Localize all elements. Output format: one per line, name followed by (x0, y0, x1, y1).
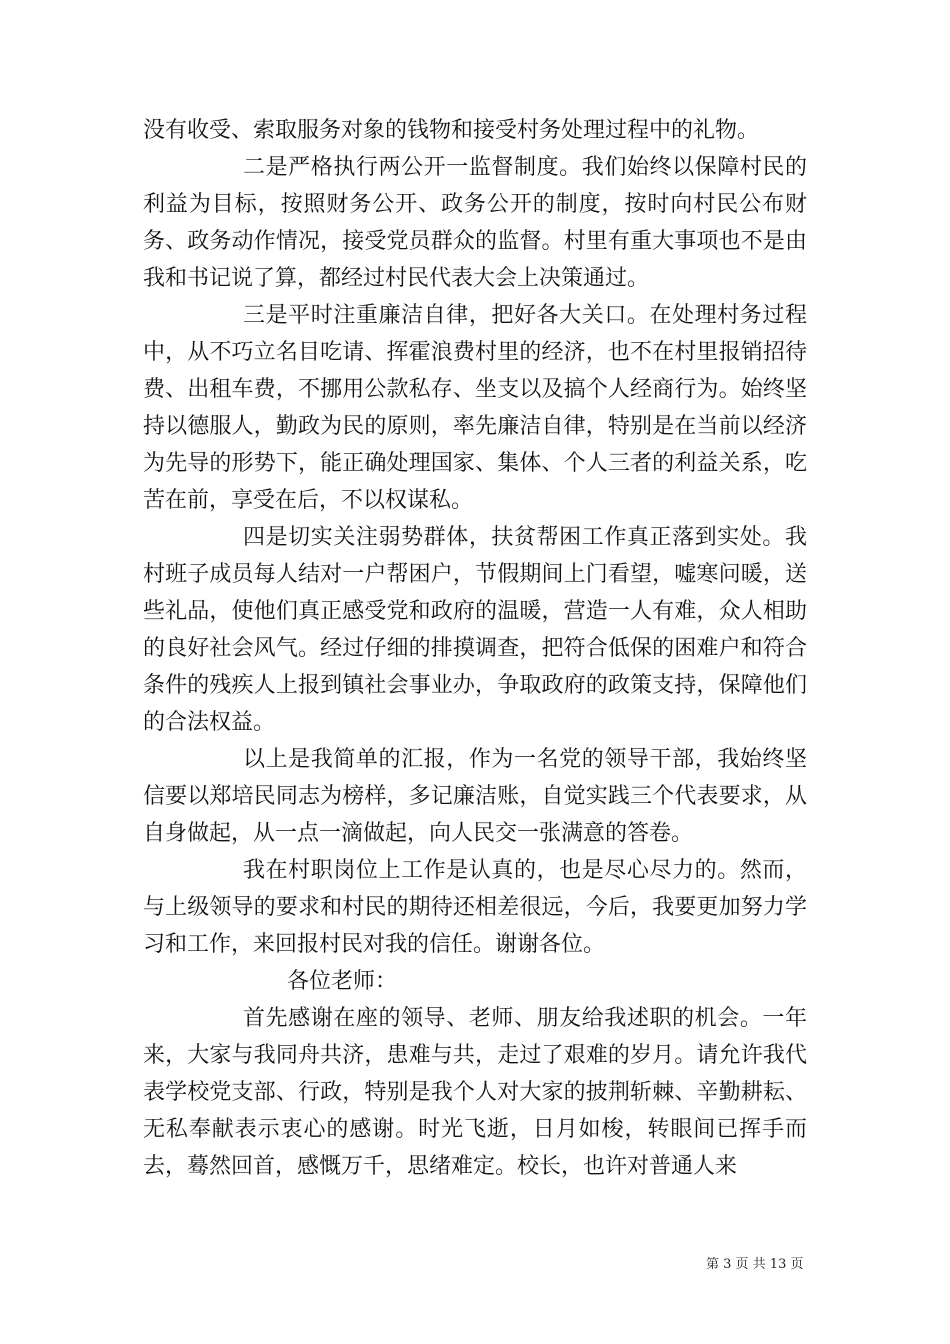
paragraph-point-three: 三是平时注重廉洁自律，把好各大关口。在处理村务过程中，从不巧立名目吃请、挥霍浪费村里的经济，也不在村里报销招待费、出租车费，不挪用公款私存、坐支以及搞个人经商行为。始终坚持以德服人，勤政为民的原则，率先廉洁自律，特别是在当前以经济为先导的形势下，能正确处理国家、集体、个人三者的利益关系，吃苦在前，享受在后，不以权谋私。 (143, 303, 807, 513)
paragraph-opening-thanks: 首先感谢在座的领导、老师、朋友给我述职的机会。一年来，大家与我同舟共济，患难与共，走过了艰难的岁月。请允许我代表学校党支部、行政，特别是我个人对大家的披荆斩棘、辛勤耕耘、无私奉献表示衷心的感谢。时光飞逝，日月如梭，转眼间已挥手而去，蓦然回首，感慨万千，思绪难定。校长，也许对普通人来 (143, 1006, 807, 1179)
paragraph-point-two: 二是严格执行两公开一监督制度。我们始终以保障村民的利益为目标，按照财务公开、政务公开的制度，按时向村民公布财务、政务动作情况，接受党员群众的监督。村里有重大事项也不是由我和书记说了算，都经过村民代表大会上决策通过。 (143, 155, 807, 291)
paragraph-continuation: 没有收受、索取服务对象的钱物和接受村务处理过程中的礼物。 (143, 118, 760, 143)
paragraph-point-four: 四是切实关注弱势群体，扶贫帮困工作真正落到实处。我村班子成员每人结对一户帮困户，节假期间上门看望，嘘寒问暖，送些礼品，使他们真正感受党和政府的温暖，营造一人有难，众人相助的良好社会风气。经过仔细的排摸调查，把符合低保的困难户和符合条件的残疾人上报到镇社会事业办，争取政府的政策支持，保障他们的合法权益。 (143, 525, 807, 735)
paragraph-summary: 以上是我简单的汇报，作为一名党的领导干部，我始终坚信要以郑培民同志为榜样，多记廉洁账，自觉实践三个代表要求，从自身做起，从一点一滴做起，向人民交一张满意的答卷。 (143, 747, 807, 846)
paragraph-closing: 我在村职岗位上工作是认真的，也是尽心尽力的。然而，与上级领导的要求和村民的期待还相差很远，今后，我要更加努力学习和工作，来回报村民对我的信任。谢谢各位。 (143, 858, 807, 957)
page-number: 第 3 页 共 13 页 (706, 1257, 804, 1272)
document-body (143, 112, 807, 1185)
salutation: 各位老师： (287, 969, 398, 994)
